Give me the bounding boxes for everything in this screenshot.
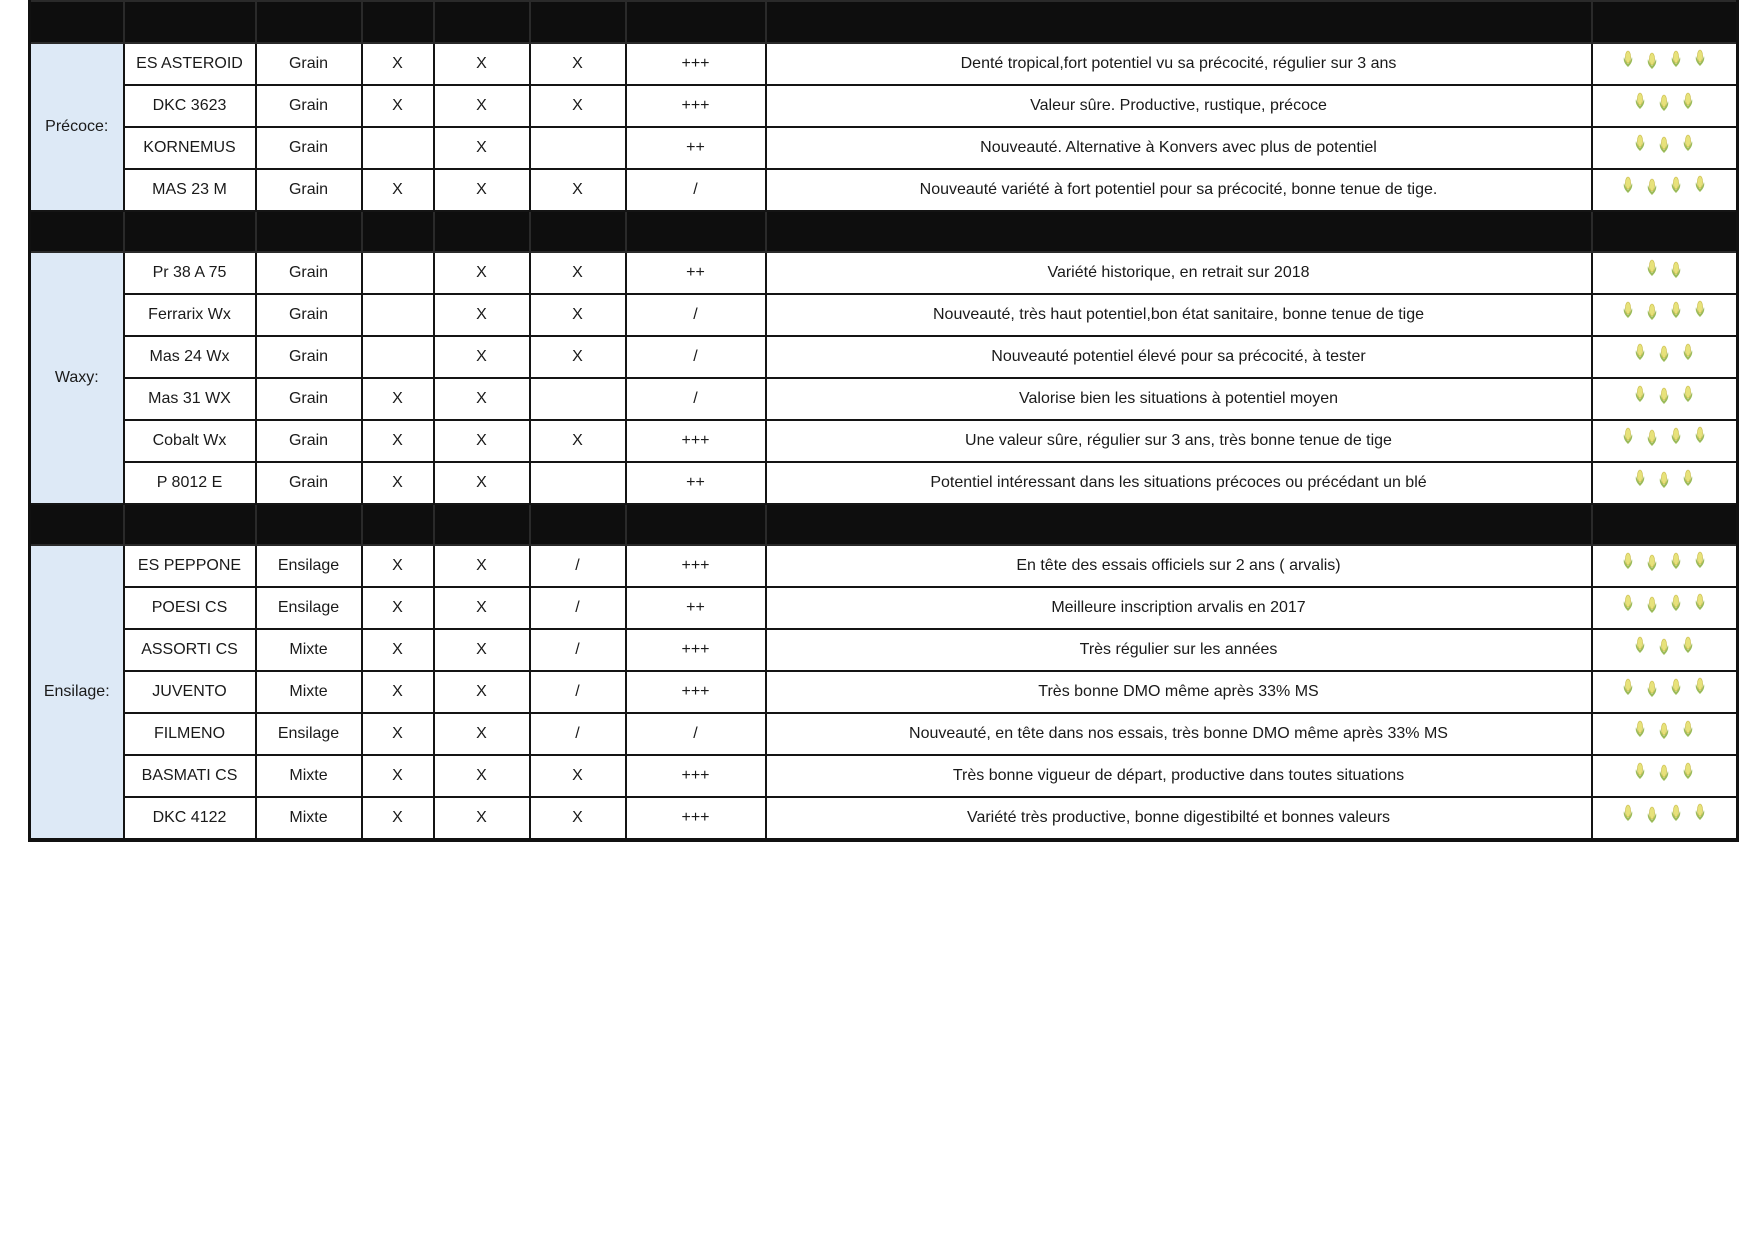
corn-ear-icon [1646,680,1658,698]
corn-ear-icon [1682,385,1694,403]
group-label: Waxy: [30,252,124,504]
corn-ear-icon [1646,806,1658,824]
rating-cell: / [626,169,766,211]
corn-ear-icon [1646,596,1658,614]
rating-cell: +++ [626,797,766,840]
note-cell: Nouveauté, très haut potentiel,bon état sanitaire, bonne tenue de tige [766,294,1592,336]
check-cell-3: X [530,755,626,797]
table-row [30,671,1738,713]
note-cell: Nouveauté, en tête dans nos essais, très bonne DMO même après 33% MS [766,713,1592,755]
separator-cell [362,1,434,43]
ears-rating [1634,720,1694,740]
corn-ear-icon [1646,178,1658,196]
ears-rating [1634,469,1694,489]
use-cell: Grain [256,336,362,378]
variety-table [28,0,1739,842]
use-cell: Grain [256,294,362,336]
separator-cell [256,1,362,43]
note-cell: Très bonne DMO même après 33% MS [766,671,1592,713]
corn-ear-icon [1634,762,1646,780]
ears-rating [1622,50,1706,70]
corn-ear-icon [1634,343,1646,361]
corn-ear-icon [1670,261,1682,279]
corn-ear-icon [1646,259,1658,277]
separator-cell [1592,211,1738,252]
check-cell-2: X [434,462,530,504]
corn-ear-icon [1634,92,1646,110]
corn-ear-icon [1658,345,1670,363]
ears-rating-cell [1592,378,1738,420]
ears-rating-cell [1592,294,1738,336]
corn-ear-icon [1634,469,1646,487]
table-row [30,797,1738,840]
check-cell-2: X [434,713,530,755]
corn-ear-icon [1622,552,1634,570]
ears-rating [1622,594,1706,614]
table-row [30,545,1738,587]
check-cell-2: X [434,85,530,127]
ears-rating-cell [1592,671,1738,713]
group-label: Ensilage: [30,545,124,840]
check-cell-2: X [434,420,530,462]
corn-ear-icon [1658,471,1670,489]
use-cell: Mixte [256,671,362,713]
check-cell-3: X [530,336,626,378]
ears-rating-cell [1592,587,1738,629]
ears-rating [1634,762,1694,782]
check-cell-1 [362,294,434,336]
table-row [30,336,1738,378]
corn-ear-icon [1670,678,1682,696]
corn-ear-icon [1670,804,1682,822]
check-cell-1: X [362,85,434,127]
variety-cell: BASMATI CS [124,755,256,797]
rating-cell: +++ [626,671,766,713]
ears-rating [1634,385,1694,405]
variety-cell: DKC 4122 [124,797,256,840]
check-cell-3: X [530,797,626,840]
separator-cell [256,211,362,252]
check-cell-2: X [434,797,530,840]
check-cell-3: / [530,545,626,587]
note-cell: Une valeur sûre, régulier sur 3 ans, très bonne tenue de tige [766,420,1592,462]
check-cell-1: X [362,713,434,755]
separator-cell [362,504,434,545]
separator-cell [766,1,1592,43]
check-cell-3 [530,462,626,504]
check-cell-1: X [362,755,434,797]
rating-cell: +++ [626,420,766,462]
separator-cell [434,504,530,545]
separator-cell [124,211,256,252]
corn-ear-icon [1694,300,1706,318]
variety-cell: Mas 24 Wx [124,336,256,378]
table-row [30,420,1738,462]
separator-cell [124,504,256,545]
check-cell-1: X [362,671,434,713]
use-cell: Ensilage [256,545,362,587]
use-cell: Ensilage [256,587,362,629]
rating-cell: ++ [626,462,766,504]
check-cell-3: X [530,169,626,211]
corn-ear-icon [1682,720,1694,738]
check-cell-2: X [434,545,530,587]
variety-cell: MAS 23 M [124,169,256,211]
corn-ear-icon [1670,50,1682,68]
ears-rating-cell [1592,420,1738,462]
check-cell-2: X [434,336,530,378]
note-cell: Très bonne vigueur de départ, productive dans toutes situations [766,755,1592,797]
rating-cell: ++ [626,127,766,169]
check-cell-1 [362,252,434,294]
corn-ear-icon [1670,552,1682,570]
table-row [30,755,1738,797]
check-cell-3: / [530,587,626,629]
variety-cell: Cobalt Wx [124,420,256,462]
check-cell-3: X [530,43,626,85]
rating-cell: +++ [626,629,766,671]
corn-ear-icon [1670,427,1682,445]
check-cell-3: X [530,85,626,127]
note-cell: Denté tropical,fort potentiel vu sa précocité, régulier sur 3 ans [766,43,1592,85]
check-cell-2: X [434,378,530,420]
corn-ear-icon [1622,678,1634,696]
ears-rating [1622,301,1706,321]
variety-cell: Mas 31 WX [124,378,256,420]
separator-cell [530,504,626,545]
table-row [30,378,1738,420]
corn-ear-icon [1646,52,1658,70]
separator-cell [124,1,256,43]
separator-cell [30,1,124,43]
check-cell-1: X [362,629,434,671]
rating-cell: / [626,336,766,378]
corn-ear-icon [1622,176,1634,194]
separator-cell [362,211,434,252]
note-cell: Variété très productive, bonne digestibilté et bonnes valeurs [766,797,1592,840]
separator-cell [766,504,1592,545]
check-cell-2: X [434,629,530,671]
variety-cell: ES ASTEROID [124,43,256,85]
note-cell: Potentiel intéressant dans les situations précoces ou précédant un blé [766,462,1592,504]
corn-ear-icon [1622,804,1634,822]
corn-ear-icon [1634,134,1646,152]
check-cell-3 [530,378,626,420]
ears-rating-cell [1592,545,1738,587]
table-body [30,1,1738,840]
ears-rating-cell [1592,336,1738,378]
ears-rating [1634,92,1694,112]
use-cell: Grain [256,252,362,294]
rating-cell: ++ [626,587,766,629]
ears-rating-cell [1592,43,1738,85]
separator-cell [1592,504,1738,545]
check-cell-3: / [530,713,626,755]
corn-ear-icon [1658,136,1670,154]
corn-ear-icon [1670,301,1682,319]
variety-cell: ASSORTI CS [124,629,256,671]
separator-cell [766,211,1592,252]
variety-cell: ES PEPPONE [124,545,256,587]
section-separator-bar [30,1,1738,43]
variety-cell: DKC 3623 [124,85,256,127]
corn-ear-icon [1634,385,1646,403]
use-cell: Grain [256,169,362,211]
check-cell-3: X [530,294,626,336]
corn-ear-icon [1694,803,1706,821]
table-row [30,85,1738,127]
table-row [30,169,1738,211]
separator-cell [30,504,124,545]
check-cell-3: / [530,629,626,671]
corn-ear-icon [1634,636,1646,654]
variety-cell: Ferrarix Wx [124,294,256,336]
rating-cell: +++ [626,545,766,587]
separator-cell [626,504,766,545]
note-cell: Très régulier sur les années [766,629,1592,671]
check-cell-1: X [362,420,434,462]
rating-cell: +++ [626,85,766,127]
corn-ear-icon [1658,764,1670,782]
check-cell-1: X [362,462,434,504]
ears-rating-cell [1592,629,1738,671]
table-row [30,462,1738,504]
ears-rating [1622,804,1706,824]
check-cell-3: X [530,420,626,462]
check-cell-1 [362,336,434,378]
corn-ear-icon [1646,554,1658,572]
corn-ear-icon [1682,636,1694,654]
check-cell-2: X [434,294,530,336]
check-cell-2: X [434,671,530,713]
note-cell: Variété historique, en retrait sur 2018 [766,252,1592,294]
separator-cell [530,1,626,43]
check-cell-1: X [362,587,434,629]
use-cell: Mixte [256,629,362,671]
rating-cell: / [626,294,766,336]
ears-rating-cell [1592,169,1738,211]
separator-cell [626,1,766,43]
note-cell: Nouveauté. Alternative à Konvers avec plus de potentiel [766,127,1592,169]
variety-cell: JUVENTO [124,671,256,713]
use-cell: Ensilage [256,713,362,755]
check-cell-2: X [434,755,530,797]
ears-rating [1622,427,1706,447]
check-cell-1 [362,127,434,169]
table-row [30,294,1738,336]
corn-ear-icon [1682,92,1694,110]
use-cell: Mixte [256,797,362,840]
variety-cell: FILMENO [124,713,256,755]
note-cell: Nouveauté potentiel élevé pour sa précocité, à tester [766,336,1592,378]
rating-cell: ++ [626,252,766,294]
use-cell: Grain [256,420,362,462]
table-row [30,252,1738,294]
note-cell: Nouveauté variété à fort potentiel pour sa précocité, bonne tenue de tige. [766,169,1592,211]
ears-rating [1646,259,1682,279]
check-cell-3: X [530,252,626,294]
corn-ear-icon [1646,429,1658,447]
variety-cell: P 8012 E [124,462,256,504]
use-cell: Grain [256,378,362,420]
separator-cell [434,211,530,252]
section-separator-bar [30,211,1738,252]
check-cell-2: X [434,169,530,211]
corn-ear-icon [1670,594,1682,612]
variety-cell: KORNEMUS [124,127,256,169]
note-cell: Valorise bien les situations à potentiel moyen [766,378,1592,420]
corn-ear-icon [1694,49,1706,67]
separator-cell [530,211,626,252]
separator-cell [1592,1,1738,43]
use-cell: Grain [256,462,362,504]
corn-ear-icon [1658,387,1670,405]
rating-cell: +++ [626,43,766,85]
table-row [30,43,1738,85]
table-row [30,587,1738,629]
check-cell-2: X [434,252,530,294]
corn-ear-icon [1694,551,1706,569]
corn-ear-icon [1670,176,1682,194]
check-cell-1: X [362,797,434,840]
ears-rating [1622,176,1706,196]
variety-cell: POESI CS [124,587,256,629]
check-cell-3: / [530,671,626,713]
table-row [30,629,1738,671]
ears-rating [1622,552,1706,572]
corn-ear-icon [1682,469,1694,487]
corn-ear-icon [1658,94,1670,112]
corn-ear-icon [1682,762,1694,780]
rating-cell: / [626,378,766,420]
variety-cell: Pr 38 A 75 [124,252,256,294]
check-cell-2: X [434,43,530,85]
note-cell: Valeur sûre. Productive, rustique, précoce [766,85,1592,127]
check-cell-2: X [434,587,530,629]
ears-rating-cell [1592,252,1738,294]
ears-rating [1622,678,1706,698]
corn-ear-icon [1646,303,1658,321]
corn-ear-icon [1694,593,1706,611]
separator-cell [256,504,362,545]
corn-ear-icon [1694,175,1706,193]
rating-cell: +++ [626,755,766,797]
use-cell: Grain [256,85,362,127]
check-cell-3 [530,127,626,169]
ears-rating [1634,343,1694,363]
check-cell-1: X [362,43,434,85]
check-cell-1: X [362,378,434,420]
ears-rating-cell [1592,755,1738,797]
ears-rating [1634,134,1694,154]
separator-cell [626,211,766,252]
corn-ear-icon [1622,301,1634,319]
group-label: Précoce: [30,43,124,211]
table-row [30,127,1738,169]
section-separator-bar [30,504,1738,545]
use-cell: Mixte [256,755,362,797]
note-cell: Meilleure inscription arvalis en 2017 [766,587,1592,629]
ears-rating-cell [1592,713,1738,755]
ears-rating-cell [1592,462,1738,504]
corn-ear-icon [1622,50,1634,68]
separator-cell [30,211,124,252]
check-cell-1: X [362,545,434,587]
use-cell: Grain [256,127,362,169]
rating-cell: / [626,713,766,755]
corn-ear-icon [1634,720,1646,738]
corn-ear-icon [1682,343,1694,361]
corn-ear-icon [1694,426,1706,444]
ears-rating-cell [1592,127,1738,169]
corn-ear-icon [1658,722,1670,740]
check-cell-2: X [434,127,530,169]
corn-ear-icon [1658,638,1670,656]
ears-rating [1634,636,1694,656]
note-cell: En tête des essais officiels sur 2 ans ( arvalis) [766,545,1592,587]
use-cell: Grain [256,43,362,85]
corn-ear-icon [1622,427,1634,445]
separator-cell [434,1,530,43]
ears-rating-cell [1592,797,1738,840]
corn-ear-icon [1682,134,1694,152]
corn-ear-icon [1694,677,1706,695]
table-row [30,713,1738,755]
ears-rating-cell [1592,85,1738,127]
corn-ear-icon [1622,594,1634,612]
check-cell-1: X [362,169,434,211]
